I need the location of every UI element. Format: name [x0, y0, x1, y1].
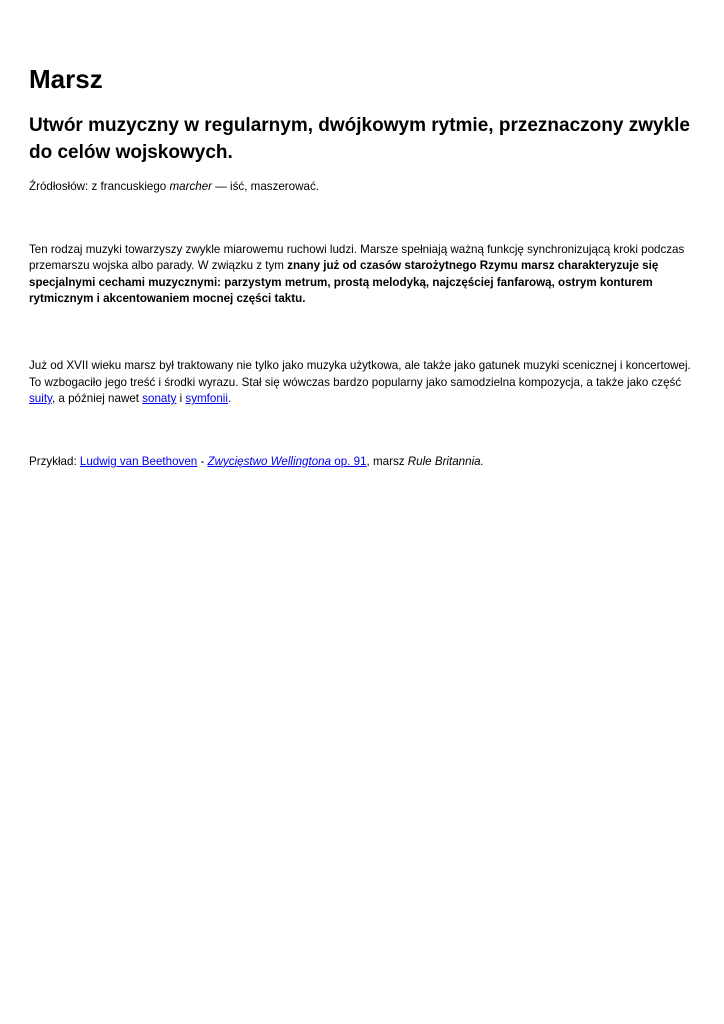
paragraph-history — [29, 358, 691, 408]
link-symfonii[interactable]: symfonii — [185, 392, 228, 406]
link-work[interactable] — [208, 455, 367, 468]
etymology-word: marcher — [169, 180, 213, 193]
paragraph-function — [29, 242, 691, 308]
etymology-prefix: Źródłosłów: z francuskiego — [29, 180, 170, 193]
example-prefix: Przykład: — [29, 454, 80, 468]
link-work-opus: op. 91 — [331, 454, 367, 468]
page-subtitle: Utwór muzyczny w regularnym, dwójkowym rytmie, przeznaczony zwykle do celów wojskowych. — [29, 115, 690, 163]
example-paragraph — [29, 454, 691, 471]
paragraph-history-text-1: Już od XVII wieku marsz był traktowany nie tylko jako muzyka użytkowa, ale także jako gatunek muzyki scenicznej i koncertowej. To wzbogaciło jego treść i środki wyrazu. Stał się wówczas bardzo popularny jako samodzielna kompozycja, a także jako część — [29, 358, 691, 389]
paragraph-function-bold: znany już od czasów starożytnego Rzymu marsz charakteryzuje się specjalnymi cechami muzycznymi: parzystym metrum, prostą melodyką, najczęściej fanfarową, ostrym konturem rytmicznym i akcentowaniem mocnej części taktu. — [29, 259, 659, 306]
etymology-paragraph — [29, 179, 691, 196]
paragraph-history-text-4: . — [227, 392, 232, 406]
link-suity[interactable]: suity — [29, 392, 52, 406]
link-sonaty[interactable]: sonaty — [142, 392, 177, 406]
example-separator: - — [197, 454, 208, 468]
etymology-suffix: — iść, maszerować. — [212, 180, 319, 193]
example-piece: Rule Britannia. — [407, 454, 484, 468]
paragraph-history-text-3: i — [176, 392, 186, 406]
page-title: Marsz — [29, 64, 103, 94]
link-composer[interactable]: Ludwig van Beethoven — [79, 454, 198, 468]
article — [29, 60, 691, 470]
paragraph-function-plain: Ten rodzaj muzyki towarzyszy zwykle miarowemu ruchowi ludzi. Marsze spełniają ważną funkcję synchronizującą kroki podczas przemarszu wojska albo parady. W związku z tym — [29, 242, 685, 273]
paragraph-history-text-2: , a później nawet — [51, 392, 143, 406]
example-middle: , marsz — [366, 454, 408, 468]
link-work-title: Zwycięstwo Wellingtona — [207, 454, 332, 468]
